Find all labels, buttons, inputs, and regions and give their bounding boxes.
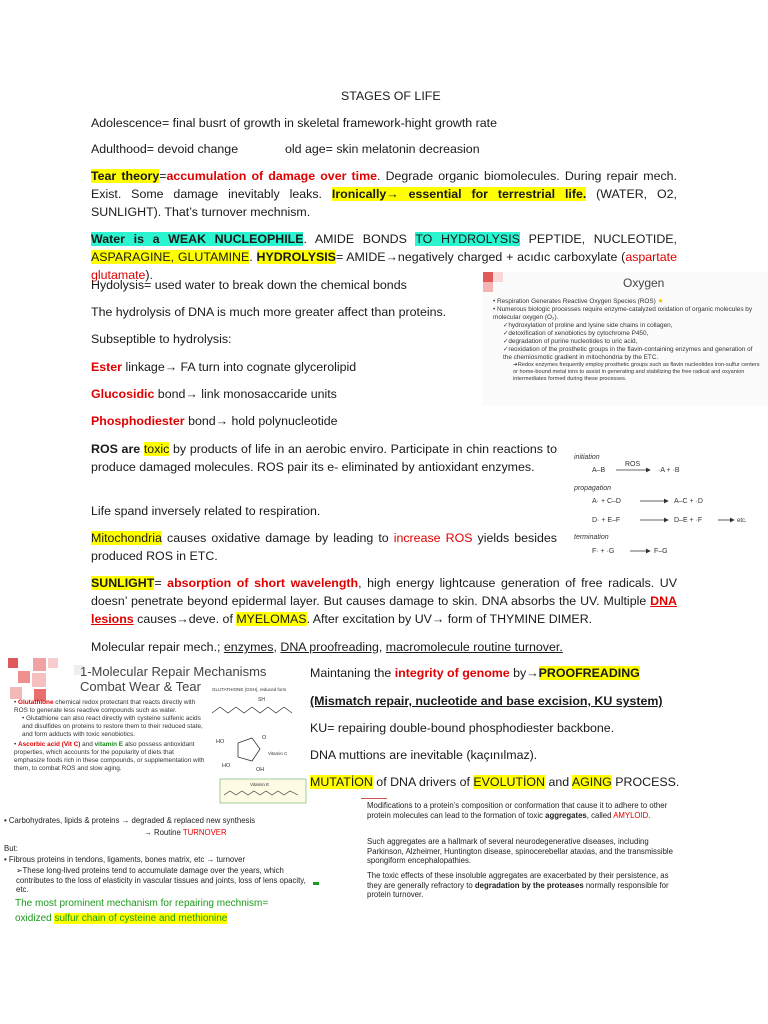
- amyloid-p3b: normally responsible for protein turnover.: [367, 880, 669, 899]
- prop1-product: A–C + ·D: [674, 498, 703, 505]
- adulthood-line: Adulthood= devoid change: [91, 142, 239, 156]
- mismatch-line: (Mismatch repair, nucleotide and base excision, KU system): [310, 694, 663, 708]
- myelomas: MYELOMAS: [236, 612, 307, 626]
- glucosidic-rest: bond→ link monosaccaride units: [154, 387, 337, 401]
- sunlight-term: SUNLIGHT: [91, 576, 155, 590]
- ester-term: Ester: [91, 360, 122, 374]
- mutations-line: DNA muttions are inevitable (kaçınılmaz).: [310, 748, 538, 762]
- oxidized-line: [15, 913, 227, 924]
- vitc-ring: [238, 738, 260, 761]
- integrity-line: [310, 664, 640, 682]
- lifespan-line: Life spand inversely related to respiration.: [91, 504, 321, 518]
- repair-title-2: Combat Wear & Tear: [80, 679, 201, 694]
- proofreading-term: PROOFREADING: [538, 666, 640, 680]
- long-lived-line: ➢These long-lived proteins tend to accumulate damage over the years, which contributes to the loss of elasticity in vascular tissues and joints, loss of lens opacity, etc.: [16, 866, 306, 894]
- mutation-term: MUTATİON: [310, 775, 373, 789]
- termination-label: termination: [574, 534, 609, 541]
- amyloid-p3: [367, 871, 679, 900]
- amyloid-figure: [357, 795, 687, 905]
- mito-rest2: yields besides produced ROS in ETC.: [91, 531, 557, 563]
- molecule-structures: [208, 683, 308, 808]
- turnover-term: TURNOVER: [182, 828, 227, 837]
- oxygen-bullets: [493, 298, 761, 383]
- init-product: ·A + ·B: [658, 467, 680, 474]
- old-age-line: old age= skin melatonin decreasion: [285, 142, 480, 156]
- mito-rest1: causes oxidative damage by leading to: [161, 531, 394, 545]
- integrity-mid: by→: [509, 666, 539, 680]
- amyloid-p1a: Modifications to a protein’s composition or conformation that cause it to adhere to other protein molecules can lead to the formation of toxic: [367, 801, 668, 820]
- sunlight-paragraph: [91, 574, 677, 628]
- oxygen-title: Oxygen: [623, 276, 665, 290]
- chain-reaction-figure: [568, 450, 764, 560]
- oxygen-deco-3: [493, 272, 503, 282]
- prop2-reactant: D· + E–F: [592, 517, 621, 524]
- oxygen-figure: [483, 272, 768, 406]
- vite-label: Vitamin E: [250, 782, 270, 787]
- macromolecule-turnover: macromolecule routine turnover.: [385, 640, 563, 654]
- hydrolysis-term: HYDROLYSIS: [256, 250, 336, 264]
- propagation-label: propagation: [574, 485, 611, 492]
- asparagine-glutamine: ASPARAGINE, GLUTAMINE: [91, 250, 250, 264]
- page-title: STAGES OF LIFE: [341, 89, 441, 103]
- susceptible-line: Subseptible to hydrolysis:: [91, 332, 232, 346]
- aspartate-glutamate: aspartate glutamate: [91, 250, 677, 282]
- water-amide-rest: = AMIDE→negatively charged + acıdıc carboxylate (: [335, 250, 626, 264]
- prop2-product: D–E + ·F: [674, 517, 703, 524]
- oxygen-deco-2: [483, 282, 493, 292]
- vitc-o: O: [262, 735, 267, 741]
- dna-lesions: DNA lesions: [91, 594, 677, 626]
- water-peptide: PEPTIDE, NUCLEOTIDE,: [519, 232, 678, 246]
- sunlight-rest3: . After excitation by UV→ form of THYMINE DIMER.: [306, 612, 593, 626]
- deco-2: [33, 658, 46, 671]
- dna-hydrolysis-line: The hydrolysis of DNA is much more greater affect than proteins.: [91, 305, 447, 319]
- to-hydrolysis: TO HYDROLYSIS: [415, 232, 520, 246]
- gsh-rest: chemical redox protectant that reacts directly with ROS to generate less reactive compounds such as water.: [14, 699, 196, 714]
- degradation-term: degradation by the proteases: [474, 880, 584, 890]
- ester-rest: linkage→ FA turn into cognate glycerolipid: [122, 360, 357, 374]
- amyloid-p1b: , called: [586, 810, 614, 820]
- carbs-line: • Carbohydrates, lipids & proteins → degraded & replaced new synthesis: [4, 816, 256, 825]
- oxygen-s5: ➔Redox enzymes frequently employ prosthetic groups such as flavin nucleotides iron-sulfur centers or home-bound metal ions to assist in generating and stabilizing the free radical and oxyanion intermediates formed during these processes.: [513, 362, 760, 382]
- repair-text: [14, 699, 206, 773]
- oxygen-s2: ✓detoxification of xenobiotics by cytochrome P450,: [503, 330, 649, 337]
- oxidized-text: oxidized: [15, 913, 55, 924]
- gsh-bullet: • Glutathione chemical redox protectant that reacts directly with ROS to generate less reactive compounds such as water.: [14, 699, 196, 714]
- sunlight-rest2: causes→deve. of: [133, 612, 237, 626]
- tear-eq: =: [159, 169, 167, 183]
- integrity-term: integrity of genome: [394, 666, 510, 680]
- deco-4: [18, 671, 30, 683]
- toxic-term: toxic: [143, 442, 170, 456]
- ku-line: KU= repairing double-bound phosphodiester backbone.: [310, 721, 615, 735]
- repair-pre: Molecular repair mech.;: [91, 640, 224, 654]
- water-nucleophile: Water is a WEAK NUCLEOPHILE: [91, 232, 304, 246]
- gsh-label: GLUTATHIONE (GSH), reduced form: [212, 687, 287, 692]
- gsh-sh: SH: [258, 697, 265, 703]
- oxygen-s4: ✓reoxidation of the prosthetic groups in the flavin-containing enzymes and generation of the chemiosmotic gradient in mitochondria by the ETC.: [503, 346, 753, 361]
- absorption-text: absorption of short wavelength: [167, 576, 359, 590]
- vite-term: vitamin E: [94, 741, 124, 748]
- turnover-figure: [0, 812, 310, 930]
- oxygen-b2: • Numerous biologic processes require enzyme-catalyzed oxidation of organic molecules by molecular oxygen (O₂).: [493, 306, 753, 321]
- accumulation-text: accumulation of damage over time: [166, 169, 378, 183]
- amyloid-p2: Such aggregates are a hallmark of several neurodegenerative diseases, including Parkinson, Alzheimer, Huntington disease, spinocerebellar ataxias, and the transmissible spongiform encephalopathies.: [367, 837, 673, 865]
- sunlight-eq: =: [154, 576, 168, 590]
- hydolysis-definition: Hydolysis= used water to break down the chemical bonds: [91, 278, 407, 292]
- term-product: F–G: [654, 548, 668, 555]
- ros-pre: ROS are: [91, 442, 144, 456]
- mutation-end: PROCESS.: [611, 775, 680, 789]
- vitc-ho-2: HO: [222, 763, 231, 769]
- fibrous-line: • Fibrous proteins in tendons, ligaments, bones matrix, etc → turnover: [4, 855, 246, 864]
- routine-line: [144, 828, 227, 838]
- routine-text: → Routine: [144, 828, 183, 837]
- deco-6: [10, 687, 22, 699]
- water-dot: .: [249, 250, 257, 264]
- enzymes-link: enzymes: [223, 640, 274, 654]
- green-marker: [313, 882, 319, 885]
- repair-title-1: 1-Molecular Repair Mechanisms: [80, 664, 267, 679]
- ros-rest: by products of life in an aerobic enviro. Participate in chin reactions to produce damaged molecules. ROS pair its e- eliminated by antioxidant enzymes.: [91, 442, 557, 474]
- repair-mechanisms-figure: [8, 655, 308, 810]
- vitc-oh: OH: [256, 767, 265, 773]
- etc-label: etc.: [737, 518, 747, 524]
- amyloid-p1c: .: [648, 810, 651, 820]
- gsh-sub-bullet: • Glutathione can also react directly with cysteine sulfenic acids and disulfides on proteins to restore them to their reduced state, and form adducts with toxic xenobiotics.: [22, 715, 203, 738]
- prop1-reactant: A· + C–D: [592, 498, 621, 505]
- vitc-label: Vitamin C: [268, 751, 288, 756]
- tear-rest2: (WATER, O2, SUNLIGHT). That’s turnover mechnism.: [91, 187, 677, 219]
- glucosidic-term: Glucosidic: [91, 387, 155, 401]
- mutation-and: and: [545, 775, 572, 789]
- amyloid-top-line: [361, 798, 387, 799]
- vit-rest: also possess antioxidant properties, which accounts for the popularity of diets that emphasize foods rich in these compounds, or supplementation with them, to combat ROS and slow aging.: [14, 741, 205, 772]
- tear-theory-term: Tear theory: [91, 169, 160, 183]
- ironically-text: Ironically→ essential for terrestrial life.: [331, 187, 587, 201]
- amyloid-term: AMYLOID: [613, 810, 649, 820]
- oxygen-s1: ✓hydroxylation of proline and lysine side chains in collagen,: [503, 322, 673, 329]
- phosphodiester-rest: bond→ hold polynucleotide: [184, 414, 338, 428]
- vitc-ho-1: HO: [216, 739, 225, 745]
- vitamin-bullet: • Ascorbic acid (Vit C) and vitamin E also possess antioxidant properties, which accounts for the popularity of diets that emphasize foods rich in these compounds, or supplementation with them, to combat ROS and slow aging.: [14, 741, 205, 772]
- evolution-term: EVOLUTİON: [473, 775, 546, 789]
- mitochondria-paragraph: [91, 529, 557, 565]
- glucosidic-line: [91, 385, 337, 403]
- increase-ros: increase ROS: [393, 531, 473, 545]
- ester-line: [91, 358, 356, 376]
- phosphodiester-term: Phosphodiester: [91, 414, 185, 428]
- repair-sep2: ,: [378, 640, 386, 654]
- gsh-structure: [212, 707, 292, 713]
- adolescence-line: Adolescence= final busrt of growth in skeletal framework-hight growth rate: [91, 116, 497, 130]
- oxygen-deco-1: [483, 272, 493, 282]
- gsh-term: Glutathione: [18, 699, 54, 706]
- mutation-drivers-line: [310, 773, 679, 791]
- initiation-label: initiation: [574, 454, 600, 461]
- amyloid-p1: [367, 801, 679, 820]
- tear-rest1: . Degrade organic biomolecules. During repair mech. Exist. Some damage inevitably leaks.: [91, 169, 678, 201]
- ros-paragraph: [91, 440, 557, 476]
- oxygen-b1: • Respiration Generates Reactive Oxygen Species (ROS) ★: [493, 298, 664, 305]
- prominent-line: The most prominent mechanism for repairing mechnism=: [15, 898, 269, 909]
- amyloid-p3a: The toxic effects of these insoluble aggregates are exacerbated by their persistence, as they are generally refractory to: [367, 871, 669, 890]
- oxygen-s3: ✓degradation of purine nucleotides to uric acid,: [503, 338, 638, 345]
- phosphodiester-line: [91, 412, 338, 430]
- aging-term: AGING: [571, 775, 612, 789]
- water-amide: . AMIDE BONDS: [303, 232, 416, 246]
- term-reactant: F· + ·G: [592, 548, 615, 555]
- deco-5: [32, 673, 46, 687]
- init-reactant: A–B: [592, 467, 606, 474]
- mutation-of: of DNA drivers of: [372, 775, 474, 789]
- vit-and: and: [80, 741, 95, 748]
- mitochondria-term: Mitochondria: [91, 531, 162, 545]
- sunlight-rest1: , high energy lightcause generation of free radicals. UV doesn’ penetrate beyond epidermal layer. But causes damage to skin. DNA absorbs the UV. Multiple: [91, 576, 678, 608]
- sulfur-term: sulfur chain of cysteine and methionine: [54, 913, 228, 924]
- water-close: ).: [145, 268, 153, 282]
- deco-3: [48, 658, 58, 668]
- deco-1: [8, 658, 18, 668]
- integrity-pre: Maintaning the: [310, 666, 395, 680]
- vitc-term: Ascorbic acid (Vit C): [18, 741, 81, 748]
- repair-sep: ,: [273, 640, 281, 654]
- tear-theory-paragraph: [91, 167, 677, 221]
- aggregates-term: aggregates: [545, 810, 587, 820]
- repair-mech-line: [91, 638, 563, 656]
- but-label: But:: [4, 844, 18, 853]
- dna-proofreading: DNA proofreading: [280, 640, 379, 654]
- ros-label: ROS: [625, 461, 641, 468]
